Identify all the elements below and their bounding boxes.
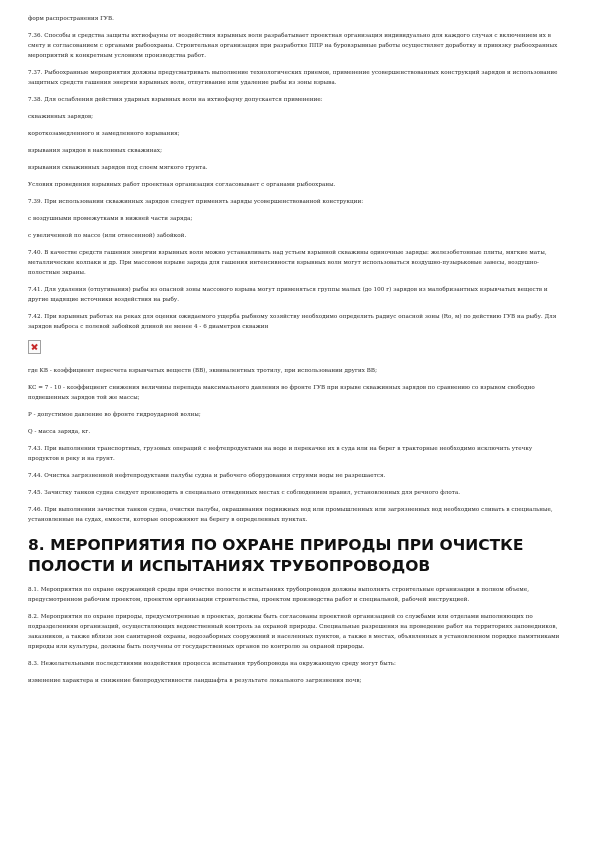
paragraph: Q - масса заряда, кг. xyxy=(28,429,91,435)
paragraph: короткозамедленного и замедленного взрывания; xyxy=(28,131,180,137)
paragraph: где KB - коэффициент пересчета взрывчатых веществ (ВВ), эквивалентных тротилу, при использовании других ВВ; xyxy=(28,368,378,374)
section-8 xyxy=(28,585,563,686)
paragraph: форм распространения ГУВ. xyxy=(28,16,115,22)
paragraph: 8.2. Мероприятия по охране природы, предусмотренные в проектах, должны быть согласованы проектной организацией со службами или отделами выполняющих по подразделениям организаций, осуществляющих ведомственный контроль за охраной природы. Специальные разрешения на проведение работ на территориях заповедников, заказников, а также вблизи зон санитарной охраны, водозаборных сооружений и населенных пунктов, а также в местах, объявленных в установленном порядке памятниками природы или культуры, должны быть получены от государственных органов по контролю за охраной природы. xyxy=(28,614,560,650)
paragraph: с увеличенной по массе (или отнесенной) забойкой. xyxy=(28,233,187,239)
section-7-upper xyxy=(28,14,563,332)
paragraph: 7.43. При выполнении транспортных, грузовых операций с нефтепродуктами на воде и перекачке их в суда или на берег в тракторные необходимо исключить утечку продуктов в реку и на грунт. xyxy=(28,446,533,462)
broken-image-icon xyxy=(28,340,41,354)
paragraph: 7.42. При взрывных работах на реках для оценки ожидаемого ущерба рыбному хозяйству необходимо определить радиус опасной зоны (Ro, м) по действию ГУВ на рыбу. Для зарядов выброса с полевой забойкой длиной не менее 4 - 6 диаметров скважин xyxy=(28,314,557,330)
document-page xyxy=(28,14,563,693)
paragraph: 7.44. Очистка загрязненной нефтепродуктами палубы судна и рабочего оборудования струями воды не разрешается. xyxy=(28,473,386,479)
paragraph: 7.45. Зачистку танков судна следует производить в специально отведенных местах с соблюдением правил, установленных для речного флота. xyxy=(28,490,461,496)
paragraph: 8.3. Нежелательными последствиями воздействия процесса испытания трубопровода на окружающую среду могут быть: xyxy=(28,661,396,667)
paragraph: взрывания скважинных зарядов под слоем мягкого грунта. xyxy=(28,165,208,171)
paragraph: с воздушными промежутками в нижней части заряда; xyxy=(28,216,193,222)
section-heading: 8. МЕРОПРИЯТИЯ ПО ОХРАНЕ ПРИРОДЫ ПРИ ОЧИСТКЕ ПОЛОСТИ И ИСПЫТАНИЯХ ТРУБОПРОВОДОВ xyxy=(28,536,524,575)
paragraph: 7.37. Рыбоохранные мероприятия должны предусматривать выполнение технологических приемов, применение усовершенствованных конструкций зарядов и использование защитных средств гашения энергии взрывных волн, отпугивание или удаление рыбы из зоны взрыва. xyxy=(28,70,558,86)
paragraph: 7.36. Способы и средства защиты ихтиофауны от воздействия взрывных волн разрабатывает проектная организация индивидуально для каждого случая с включением их в смету и согласованием с органами рыбоохраны. Строительная организация при разработке ППР на буровзрывные работы осуществляет доработку и привязку рыбоохранных мероприятий к конкретным условиям производства работ. xyxy=(28,33,558,59)
paragraph: 7.38. Для ослабления действия ударных взрывных волн на ихтиофауну допускается применение: xyxy=(28,97,323,103)
paragraph: 7.39. При использовании скважинных зарядов следует применять заряды усовершенствованной конструкции: xyxy=(28,199,364,205)
paragraph: изменение характера и снижение биопродуктивности ландшафта в результате локального загрязнения почв; xyxy=(28,678,362,684)
paragraph: 7.40. В качестве средств гашения энергии взрывных волн можно устанавливать над устьем взрывной скважины одиночные заряды: железобетонные плиты, мягкие маты, металлические колпаки и др. При массовом взрыве заряда для гашения интенсивности взрывных волн могут использоваться воздушно-пузырьковые завесы, воздушно-полостные экраны. xyxy=(28,250,547,276)
section-7-lower xyxy=(28,366,563,525)
paragraph: Условия проведения взрывных работ проектная организация согласовывает с органами рыбоохраны. xyxy=(28,182,336,188)
paragraph: взрывания зарядов в наклонных скважинах; xyxy=(28,148,163,154)
paragraph: скважинных зарядов; xyxy=(28,114,94,120)
paragraph: KC = 7 - 10 - коэффициент снижения величины перепада максимального давления во фронте ГУВ при взрыве скважинных зарядов по сравнению со взрывом свободно подвешенных зарядов той же массы; xyxy=(28,385,535,401)
paragraph: 7.41. Для удаления (отпугивания) рыбы из опасной зоны массового взрыва могут применяться группы малых (до 100 г) зарядов из малобризантных взрывчатых веществ и другие щадящие источники воздействия на рыбу. xyxy=(28,287,548,303)
paragraph: 8.1. Мероприятия по охране окружающей среды при очистке полости и испытаниях трубопроводов должны выполнять строительные организации в полном объеме, предусмотренном рабочим проектом, проектом организации строительства, проектом производства работ и специальной, рабочей инструкцией. xyxy=(28,587,530,603)
paragraph: P - допустимое давление во фронте гидроударной волны; xyxy=(28,412,201,418)
paragraph: 7.46. При выполнении зачистки танков судна, очистки палубы, окрашивания подвижных вод или промышленных или загрязненных вод необходимо сливать в специальные, установленные на судах, емкости, которые опорожняют на берегу в определенных пунктах. xyxy=(28,507,553,523)
